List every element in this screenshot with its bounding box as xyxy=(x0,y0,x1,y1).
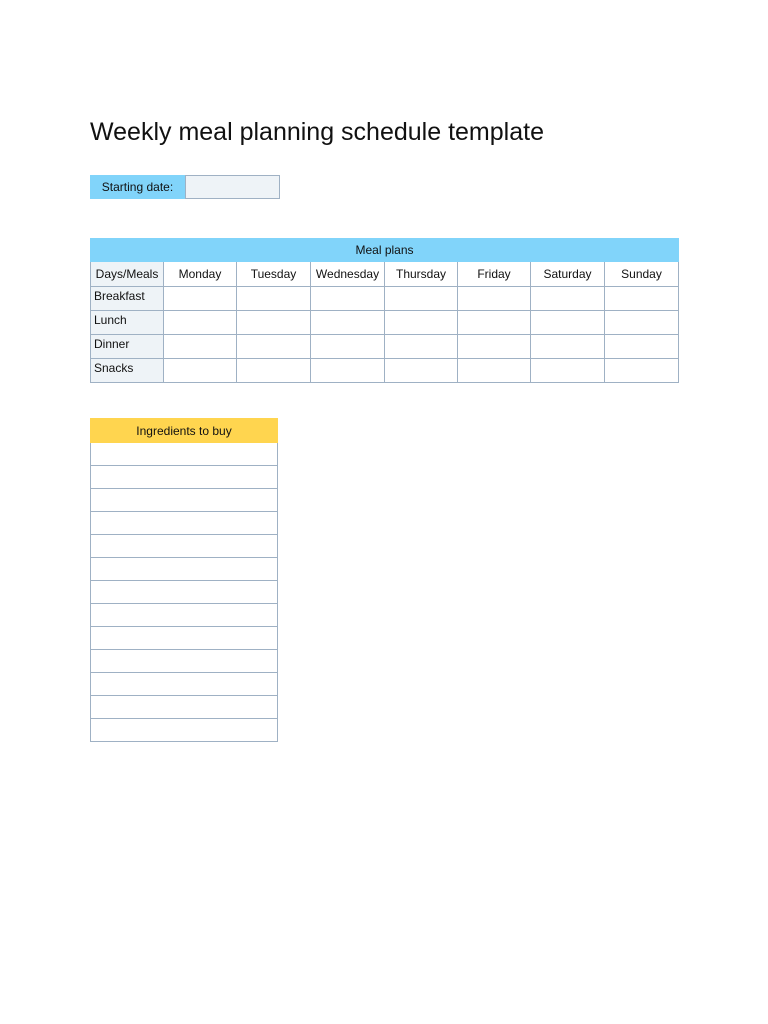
meal-label-dinner: Dinner xyxy=(91,335,164,359)
meal-cell[interactable] xyxy=(311,335,385,359)
ingredient-row[interactable] xyxy=(91,581,278,604)
meal-cell[interactable] xyxy=(605,287,679,311)
days-meals-corner: Days/Meals xyxy=(91,262,164,287)
meal-cell[interactable] xyxy=(531,335,605,359)
day-header-wednesday: Wednesday xyxy=(311,262,385,287)
ingredient-row[interactable] xyxy=(91,650,278,673)
meal-cell[interactable] xyxy=(311,359,385,383)
meal-cell[interactable] xyxy=(237,359,311,383)
meal-cell[interactable] xyxy=(605,359,679,383)
ingredient-row[interactable] xyxy=(91,512,278,535)
meal-cell[interactable] xyxy=(531,359,605,383)
meal-cell[interactable] xyxy=(605,311,679,335)
meal-cell[interactable] xyxy=(164,359,237,383)
starting-date-label: Starting date: xyxy=(90,175,185,199)
meal-cell[interactable] xyxy=(237,335,311,359)
ingredient-row[interactable] xyxy=(91,558,278,581)
ingredient-row[interactable] xyxy=(91,443,278,466)
starting-date-input[interactable] xyxy=(185,175,280,199)
meal-cell[interactable] xyxy=(164,287,237,311)
meal-cell[interactable] xyxy=(237,287,311,311)
day-header-sunday: Sunday xyxy=(605,262,679,287)
meal-cell[interactable] xyxy=(458,335,531,359)
meal-cell[interactable] xyxy=(385,287,458,311)
meal-cell[interactable] xyxy=(531,311,605,335)
ingredient-row[interactable] xyxy=(91,696,278,719)
meal-row-dinner xyxy=(91,335,679,359)
meal-cell[interactable] xyxy=(385,311,458,335)
day-header-tuesday: Tuesday xyxy=(237,262,311,287)
meal-cell[interactable] xyxy=(605,335,679,359)
meal-label-breakfast: Breakfast xyxy=(91,287,164,311)
meal-row-snacks xyxy=(91,359,679,383)
day-header-row xyxy=(91,262,679,287)
day-header-saturday: Saturday xyxy=(531,262,605,287)
meal-cell[interactable] xyxy=(458,359,531,383)
ingredient-row[interactable] xyxy=(91,719,278,742)
meal-plans-table xyxy=(90,238,679,383)
ingredient-row[interactable] xyxy=(91,673,278,696)
day-header-monday: Monday xyxy=(164,262,237,287)
meal-row-lunch xyxy=(91,311,679,335)
meal-cell[interactable] xyxy=(531,287,605,311)
meal-cell[interactable] xyxy=(164,335,237,359)
meal-cell[interactable] xyxy=(458,311,531,335)
ingredient-row[interactable] xyxy=(91,604,278,627)
ingredient-row[interactable] xyxy=(91,466,278,489)
meal-cell[interactable] xyxy=(164,311,237,335)
meal-plans-header: Meal plans xyxy=(91,239,679,262)
meal-cell[interactable] xyxy=(311,287,385,311)
meal-label-snacks: Snacks xyxy=(91,359,164,383)
meal-cell[interactable] xyxy=(385,335,458,359)
day-header-friday: Friday xyxy=(458,262,531,287)
ingredient-row[interactable] xyxy=(91,489,278,512)
ingredients-header: Ingredients to buy xyxy=(91,419,278,443)
meal-cell[interactable] xyxy=(458,287,531,311)
day-header-thursday: Thursday xyxy=(385,262,458,287)
meal-row-breakfast xyxy=(91,287,679,311)
ingredient-row[interactable] xyxy=(91,627,278,650)
meal-cell[interactable] xyxy=(385,359,458,383)
meal-cell[interactable] xyxy=(311,311,385,335)
page-title: Weekly meal planning schedule template xyxy=(90,118,544,146)
meal-label-lunch: Lunch xyxy=(91,311,164,335)
ingredients-table xyxy=(90,418,278,742)
meal-cell[interactable] xyxy=(237,311,311,335)
ingredient-row[interactable] xyxy=(91,535,278,558)
starting-date-row xyxy=(90,175,280,199)
